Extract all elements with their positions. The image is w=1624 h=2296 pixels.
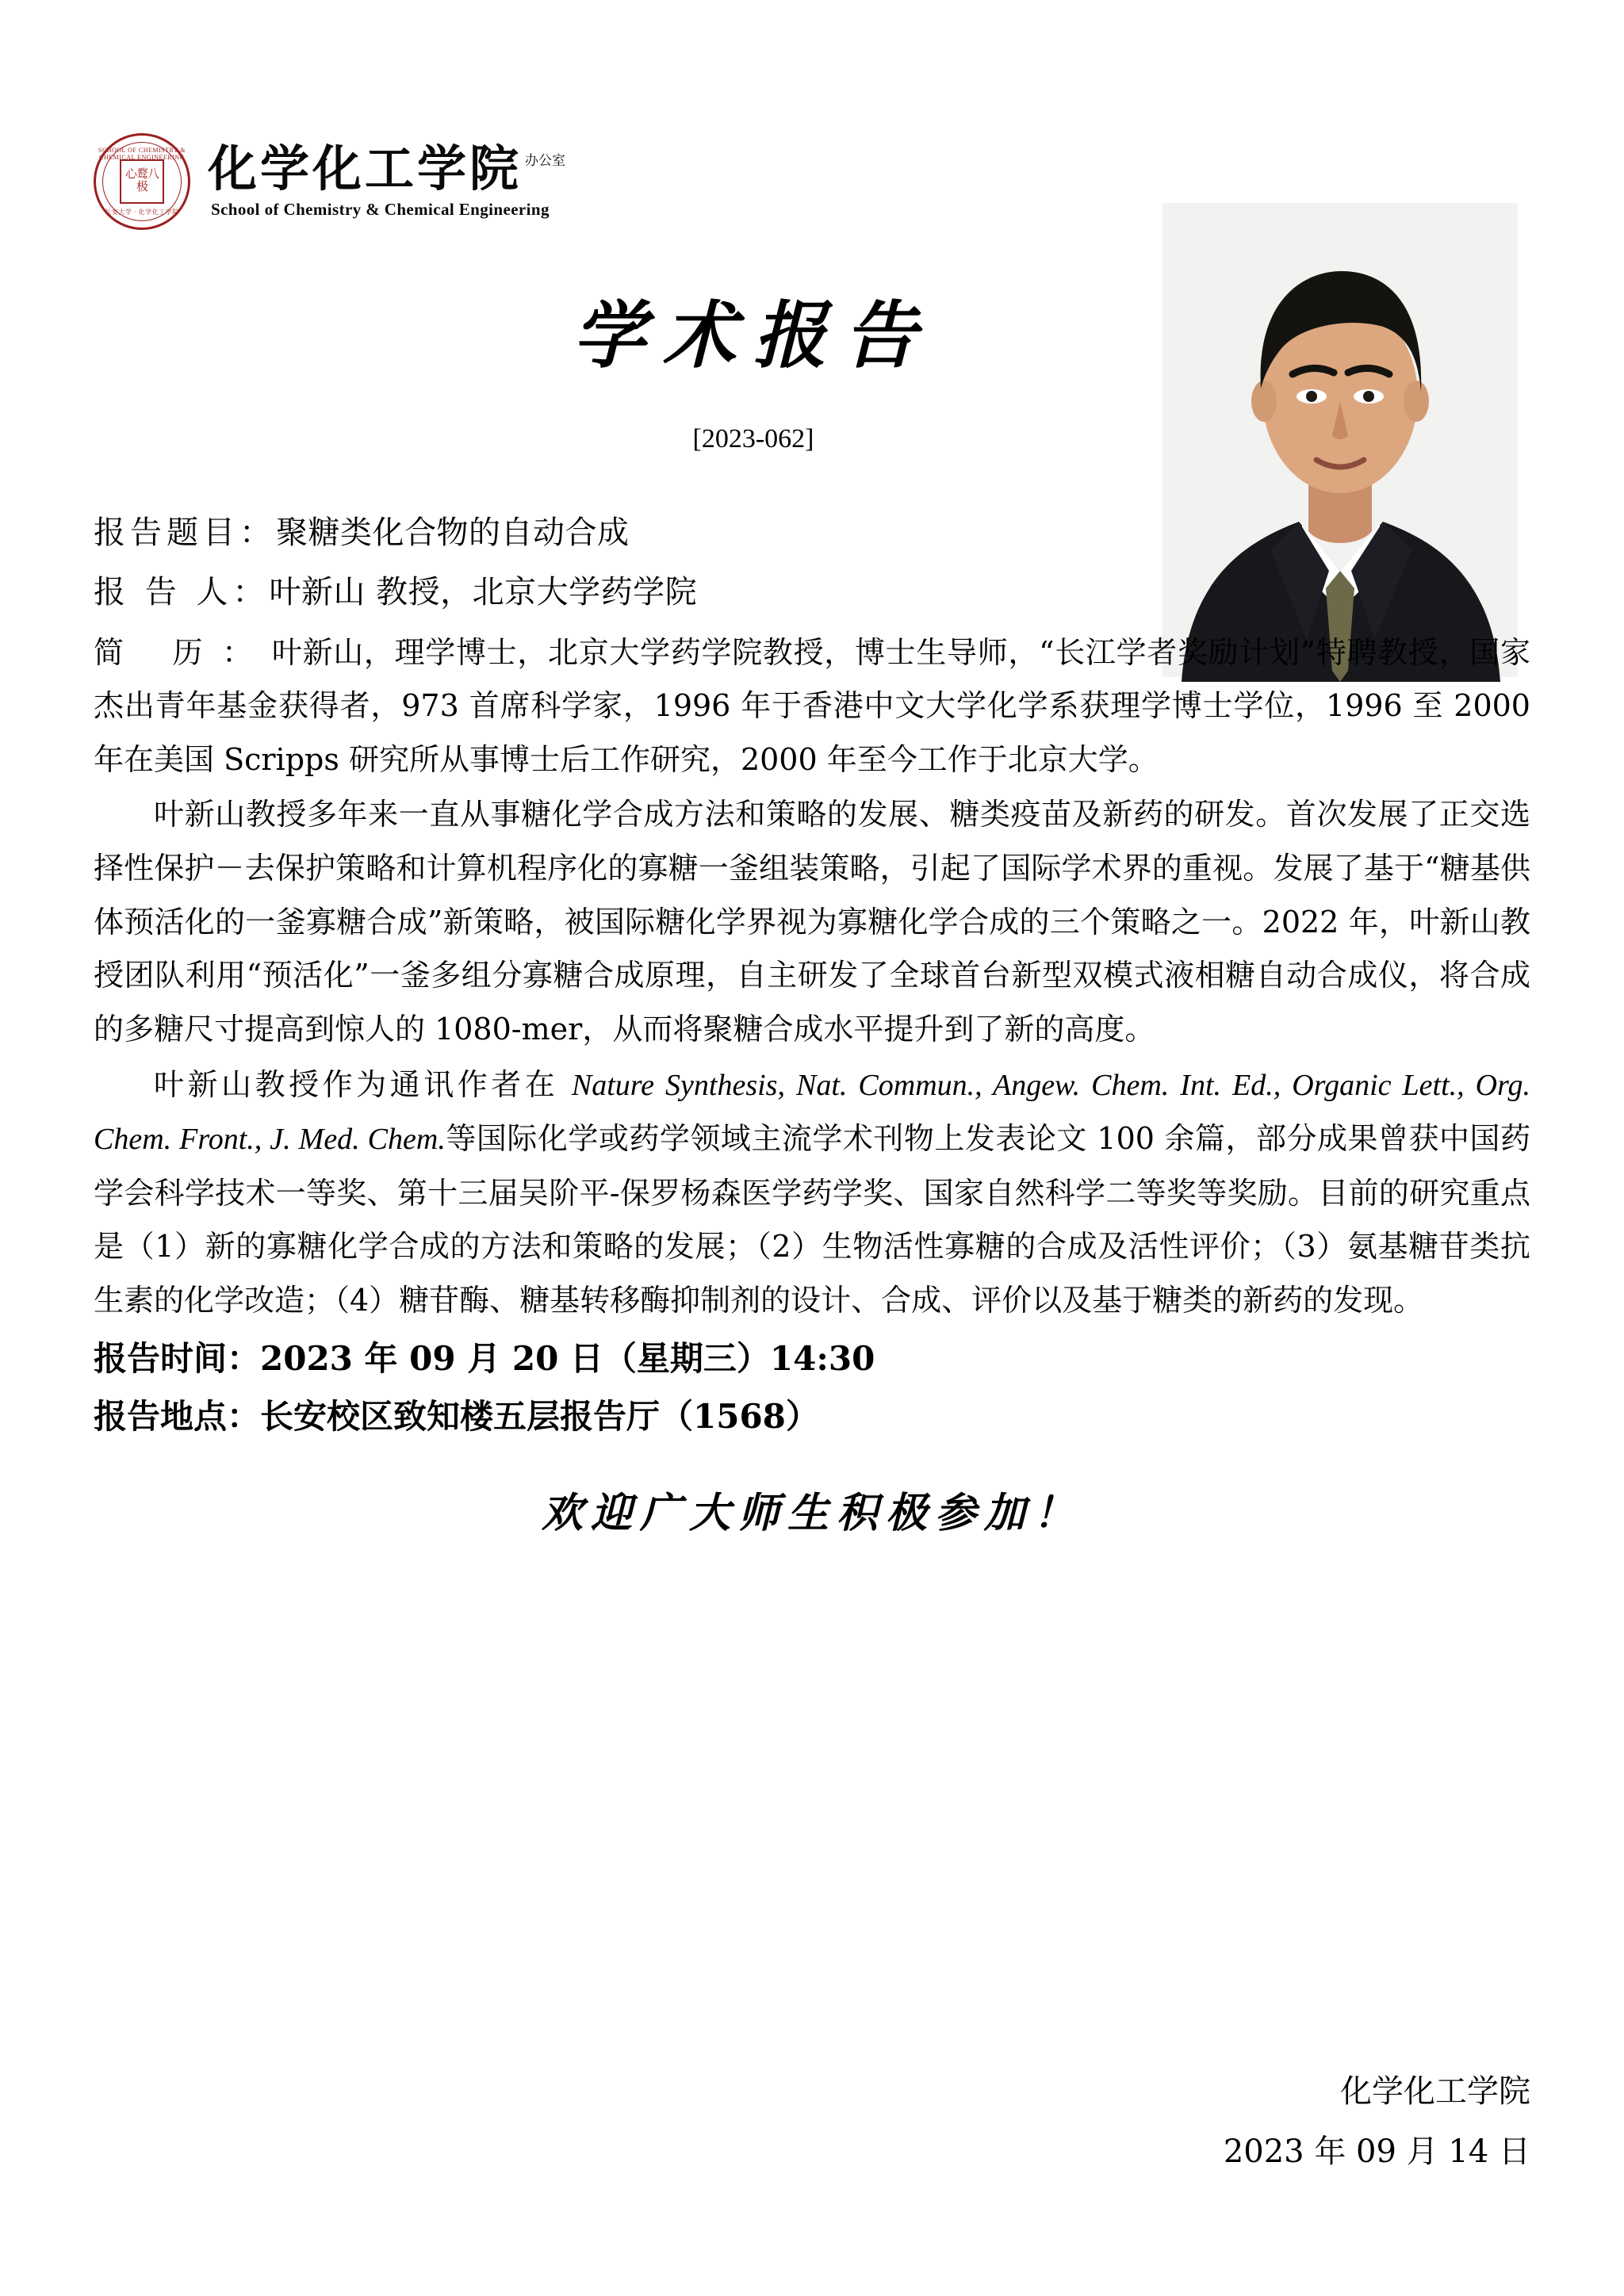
- document-number: [2023-062]: [692, 424, 814, 453]
- school-name-block: [208, 139, 566, 220]
- bio-journal-list: Nature Synthesis, Nat. Commun., Angew. Chem. Int. Ed., Organic Lett., Org. Chem. Front., J. Med. Chem.: [94, 1068, 1530, 1157]
- seal-arc-bottom-text: 长安大学 · 化学化工学院: [105, 209, 179, 216]
- speaker-row: [94, 567, 1530, 618]
- school-name-cn-text: 化学化工学院: [208, 139, 523, 197]
- page-title: 学术报告: [572, 293, 934, 378]
- school-name-cn: [208, 139, 566, 197]
- university-seal-icon: [94, 133, 190, 230]
- bio-text-3-post: 等国际化学或药学领域主流学术刊物上发表论文 100 余篇，部分成果曾获中国药学会科学技术一等奖、第十三届吴阶平-保罗杨森医学药学奖、国家自然科学二等奖等奖励。目前的研究重点是（1）新的寡糖化学合成的方法和策略的发展；（2）生物活性寡糖的合成及活性评价；（3）氨基糖苷类抗生素的化学改造；（4）糖苷酶、糖基转移酶抑制剂的设计、合成、评价以及基于糖类的新药的发现。: [94, 1121, 1530, 1318]
- place-value: 长安校区致知楼五层报告厅（1568）: [260, 1397, 819, 1437]
- poster-body: [94, 507, 1530, 1539]
- time-label: 报告时间：: [94, 1338, 261, 1378]
- seal-arc-top-text: SCHOOL OF CHEMISTRY & CHEMICAL ENGINEERING: [98, 147, 186, 161]
- letterhead: [94, 133, 566, 230]
- topic-label: 报告题目：: [94, 515, 276, 551]
- school-name-en: School of Chemistry & Chemical Engineering: [211, 199, 550, 219]
- bio-paragraph-2: 叶新山教授多年来一直从事糖化学合成方法和策略的发展、糖类疫苗及新药的研发。首次发展了正交选择性保护－去保护策略和计算机程序化的寡糖一釜组装策略，引起了国际学术界的重视。发展了基于“糖基供体预活化的一釜寡糖合成”新策略，被国际糖化学界视为寡糖化学合成的三个策略之一。2022 年，叶新山教授团队利用“预活化”一釜多组分寡糖合成原理，自主研发了全球首台新型双模式液相糖自动合成仪，将合成的多糖尺寸提高到惊人的 1080-mer，从而将聚糖合成水平提升到了新的高度。: [94, 797, 1530, 1047]
- seal-core-text: 心鹜八极: [120, 159, 164, 204]
- school-name-cn-mini: 办公室: [525, 152, 566, 169]
- time-row: [94, 1330, 1530, 1388]
- topic-value: 聚糖类化合物的自动合成: [276, 515, 630, 551]
- signature-block: [94, 2061, 1530, 2182]
- topic-row: [94, 507, 1530, 559]
- bio-text-1: 叶新山，理学博士，北京大学药学院教授，博士生导师，“长江学者奖励计划”特聘教授，国家杰出青年基金获得者，973 首席科学家，1996 年于香港中文大学化学系获理学博士学位，1996 至 2000 年在美国 Scripps 研究所从事博士后工作研究，2000 年至今工作于北京大学。: [94, 634, 1530, 777]
- signature-date: 2023 年 09 月 14 日: [1223, 2133, 1530, 2170]
- welcome-message: 欢迎广大师生积极参加！: [541, 1488, 1082, 1537]
- speaker-value: 叶新山 教授，北京大学药学院: [269, 573, 698, 610]
- bio-text-3-pre: 叶新山教授作为通讯作者在: [154, 1066, 572, 1102]
- speaker-label: 报 告 人：: [94, 573, 270, 610]
- place-label: 报告地点：: [94, 1397, 261, 1437]
- bio-label: 简 历：: [94, 634, 272, 670]
- signature-organization: 化学化工学院: [1340, 2073, 1530, 2110]
- bio-paragraph-3: [94, 1058, 1530, 1328]
- place-row: [94, 1387, 1530, 1446]
- bio-paragraph-1: [94, 626, 1530, 787]
- time-value: 2023 年 09 月 20 日（星期三）14:30: [260, 1338, 875, 1378]
